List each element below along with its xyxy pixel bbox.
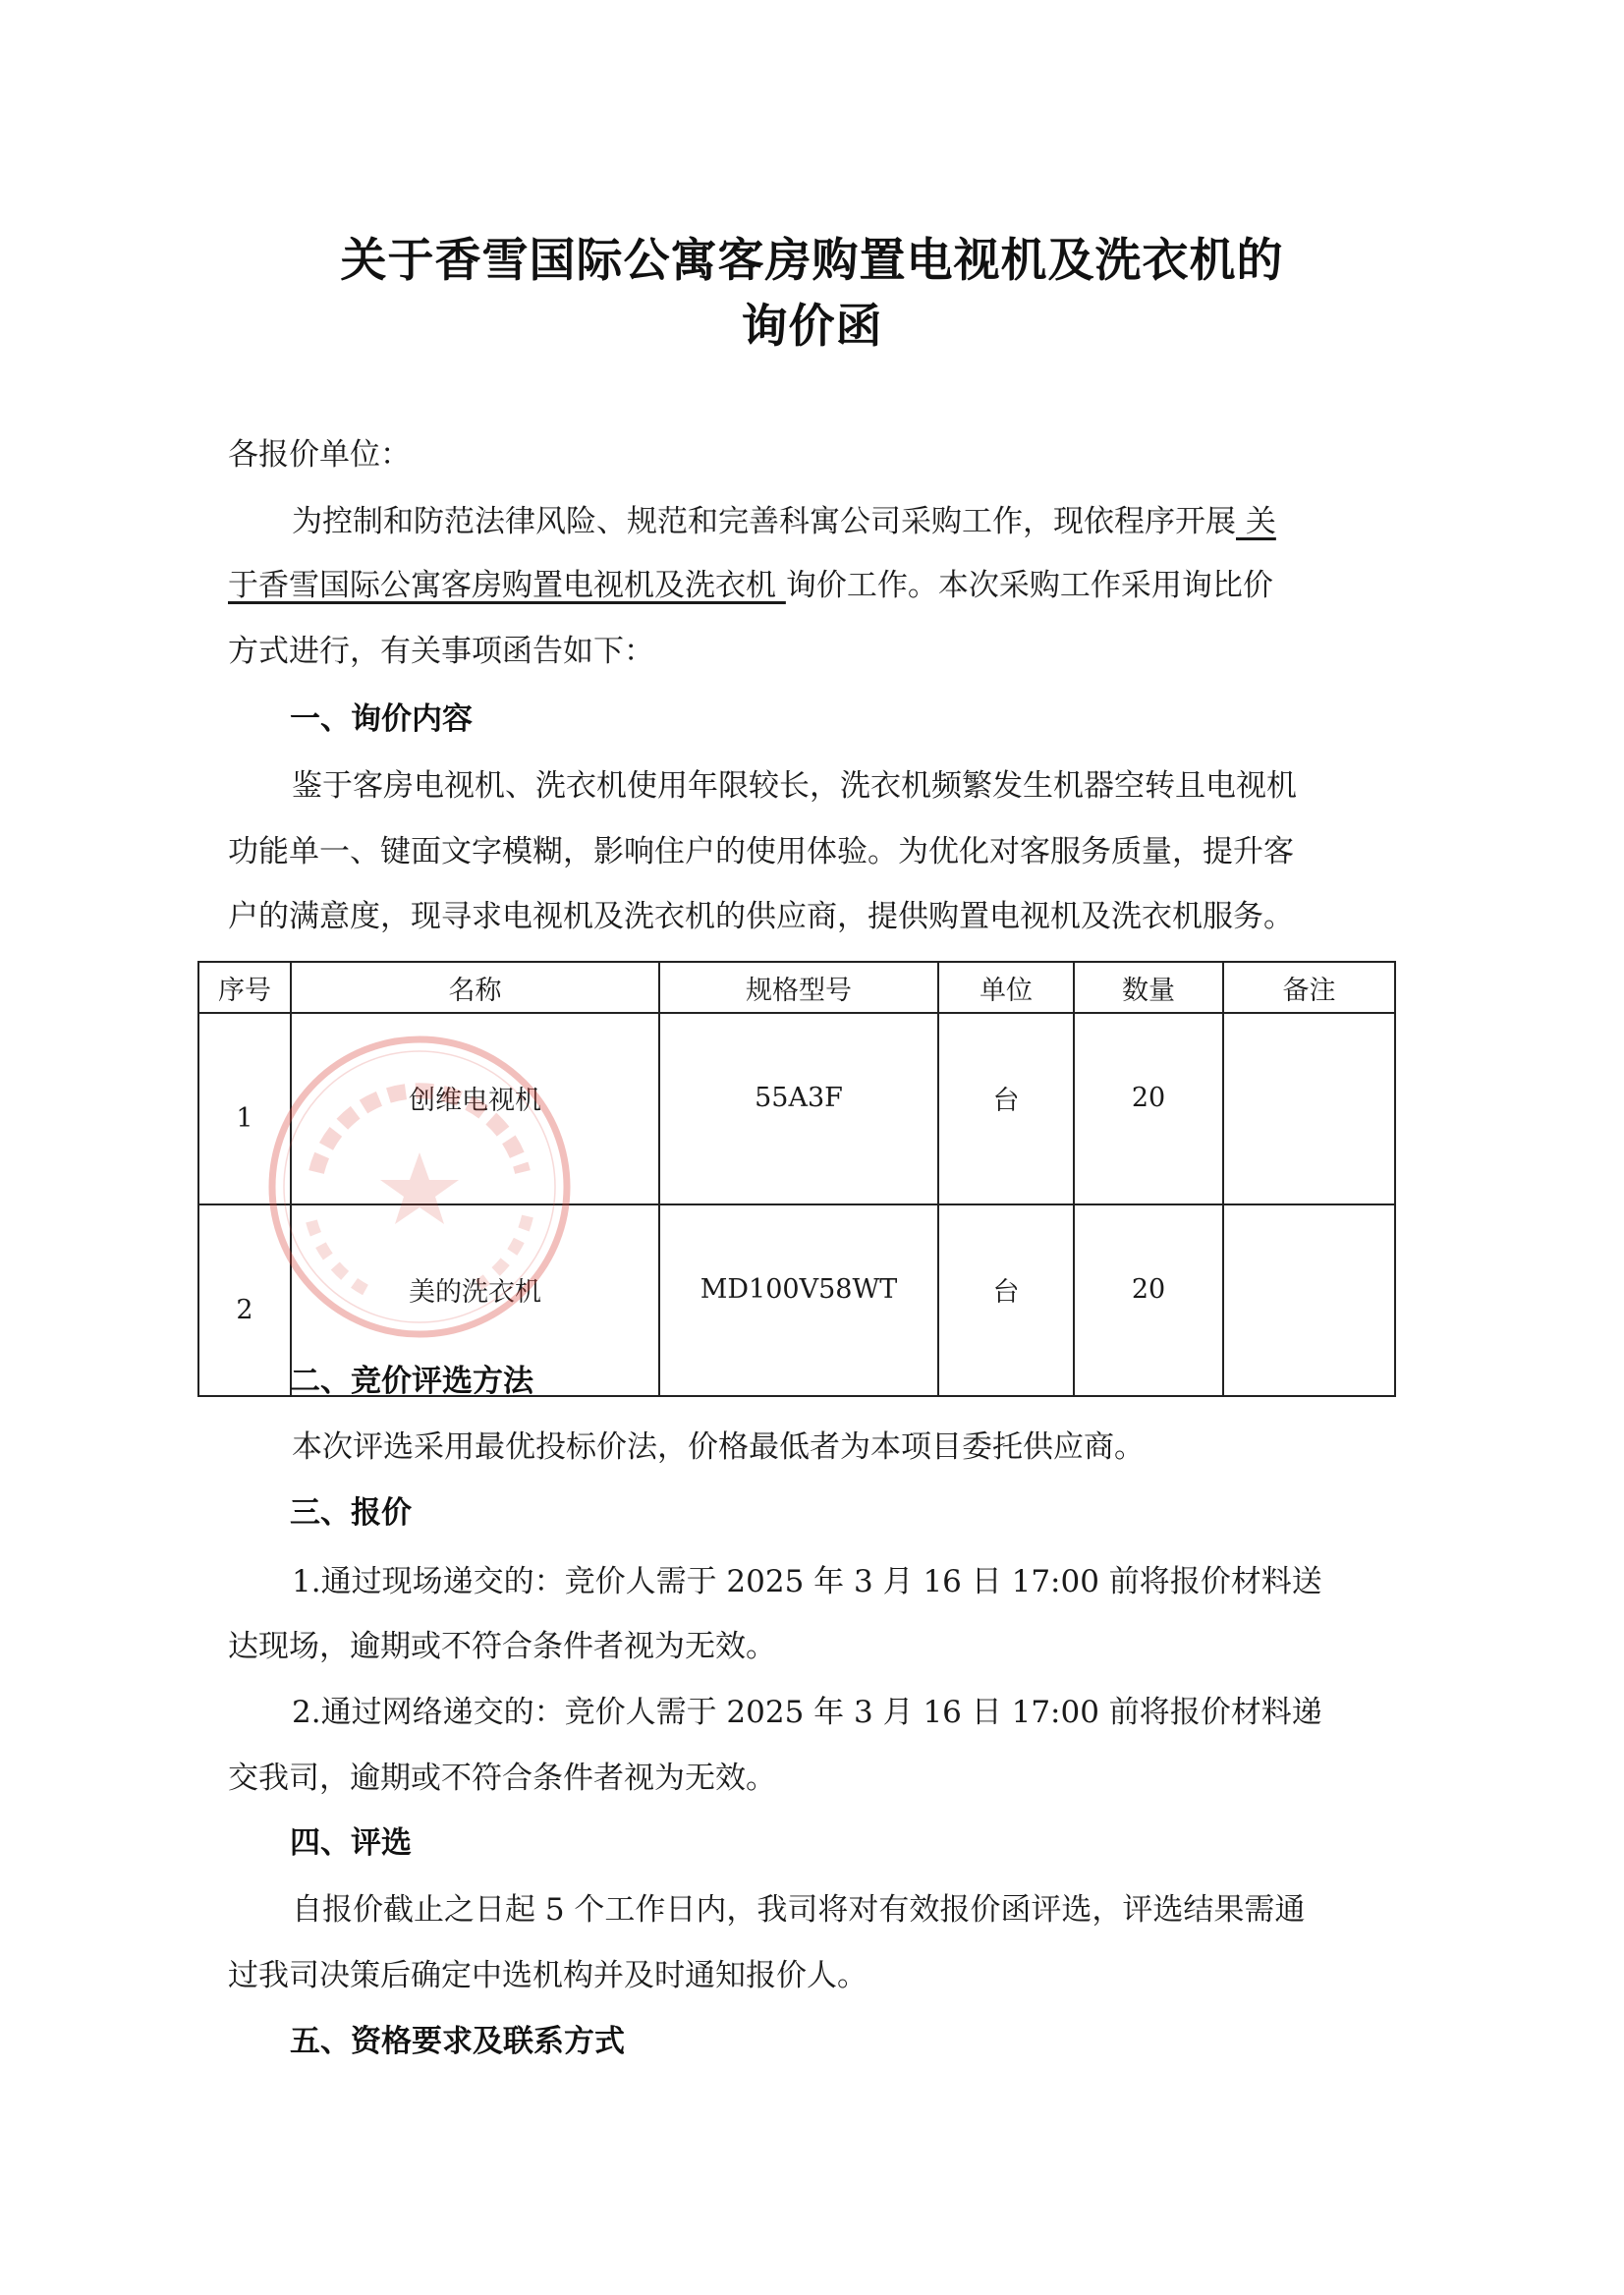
section-1-line-1: 鉴于客房电视机、洗衣机使用年限较长，洗衣机频繁发生机器空转且电视机 bbox=[292, 768, 1297, 804]
row-2-remarks bbox=[1223, 1204, 1395, 1396]
row-2-quantity: 20 bbox=[1074, 1204, 1223, 1396]
row-1-remarks bbox=[1223, 1013, 1395, 1204]
row-1-unit: 台 bbox=[938, 1013, 1074, 1204]
table-row bbox=[198, 1013, 1395, 1204]
row-1-seq: 1 bbox=[198, 1013, 291, 1204]
intro-line-2 bbox=[228, 566, 1273, 605]
section-2-heading: 二、竞价评选方法 bbox=[290, 1364, 533, 1399]
row-1-quantity: 20 bbox=[1074, 1013, 1223, 1204]
section-3-line-4: 交我司，逾期或不符合条件者视为无效。 bbox=[228, 1761, 776, 1796]
intro-line-1 bbox=[292, 502, 1276, 541]
salutation: 各报价单位： bbox=[228, 437, 411, 473]
section-3-heading: 三、报价 bbox=[290, 1495, 412, 1531]
section-5-heading: 五、资格要求及联系方式 bbox=[290, 2024, 625, 2059]
section-4-line-2: 过我司决策后确定中选机构并及时通知报价人。 bbox=[228, 1958, 868, 1993]
section-1-line-3: 户的满意度，现寻求电视机及洗衣机的供应商，提供购置电视机及洗衣机服务。 bbox=[228, 899, 1294, 934]
header-quantity: 数量 bbox=[1074, 962, 1223, 1013]
intro-project-name-part-1: 关 bbox=[1236, 504, 1276, 539]
section-3-line-3: 2.通过网络递交的：竞价人需于 2025 年 3 月 16 日 17:00 前将报价材料递 bbox=[292, 1695, 1322, 1730]
section-3-line-1: 1.通过现场递交的：竞价人需于 2025 年 3 月 16 日 17:00 前将报价材料送 bbox=[292, 1564, 1322, 1599]
intro-line-1-prefix: 为控制和防范法律风险、规范和完善科寓公司采购工作，现依程序开展 bbox=[292, 504, 1236, 539]
section-1-line-2: 功能单一、键面文字模糊，影响住户的使用体验。为优化对客服务质量，提升客 bbox=[228, 834, 1294, 869]
header-name: 名称 bbox=[291, 962, 659, 1013]
section-2-line-1: 本次评选采用最优投标价法，价格最低者为本项目委托供应商。 bbox=[292, 1429, 1145, 1465]
header-model: 规格型号 bbox=[659, 962, 938, 1013]
intro-line-2-suffix: 询价工作。本次采购工作采用询比价 bbox=[785, 568, 1273, 603]
inquiry-items-table bbox=[197, 961, 1396, 1397]
intro-line-3: 方式进行，有关事项函告如下： bbox=[228, 634, 654, 669]
document-title-line-1: 关于香雪国际公寓客房购置电视机及洗衣机的 bbox=[340, 234, 1284, 288]
row-2-seq: 2 bbox=[198, 1204, 291, 1396]
section-4-heading: 四、评选 bbox=[290, 1825, 412, 1861]
section-4-line-1: 自报价截止之日起 5 个工作日内，我司将对有效报价函评选，评选结果需通 bbox=[292, 1892, 1306, 1928]
table-header-row bbox=[198, 962, 1395, 1013]
row-1-name: 创维电视机 bbox=[291, 1013, 659, 1204]
section-1-heading: 一、询价内容 bbox=[290, 701, 473, 737]
row-2-unit: 台 bbox=[938, 1204, 1074, 1396]
row-1-model: 55A3F bbox=[659, 1013, 938, 1204]
header-seq: 序号 bbox=[198, 962, 291, 1013]
row-2-model: MD100V58WT bbox=[659, 1204, 938, 1396]
intro-project-name-part-2: 于香雪国际公寓客房购置电视机及洗衣机 bbox=[228, 568, 786, 603]
document-title-line-2: 询价函 bbox=[741, 300, 883, 354]
header-unit: 单位 bbox=[938, 962, 1074, 1013]
section-3-line-2: 达现场，逾期或不符合条件者视为无效。 bbox=[228, 1629, 776, 1664]
row-2-name: 美的洗衣机 bbox=[291, 1204, 659, 1396]
header-remarks: 备注 bbox=[1223, 962, 1395, 1013]
